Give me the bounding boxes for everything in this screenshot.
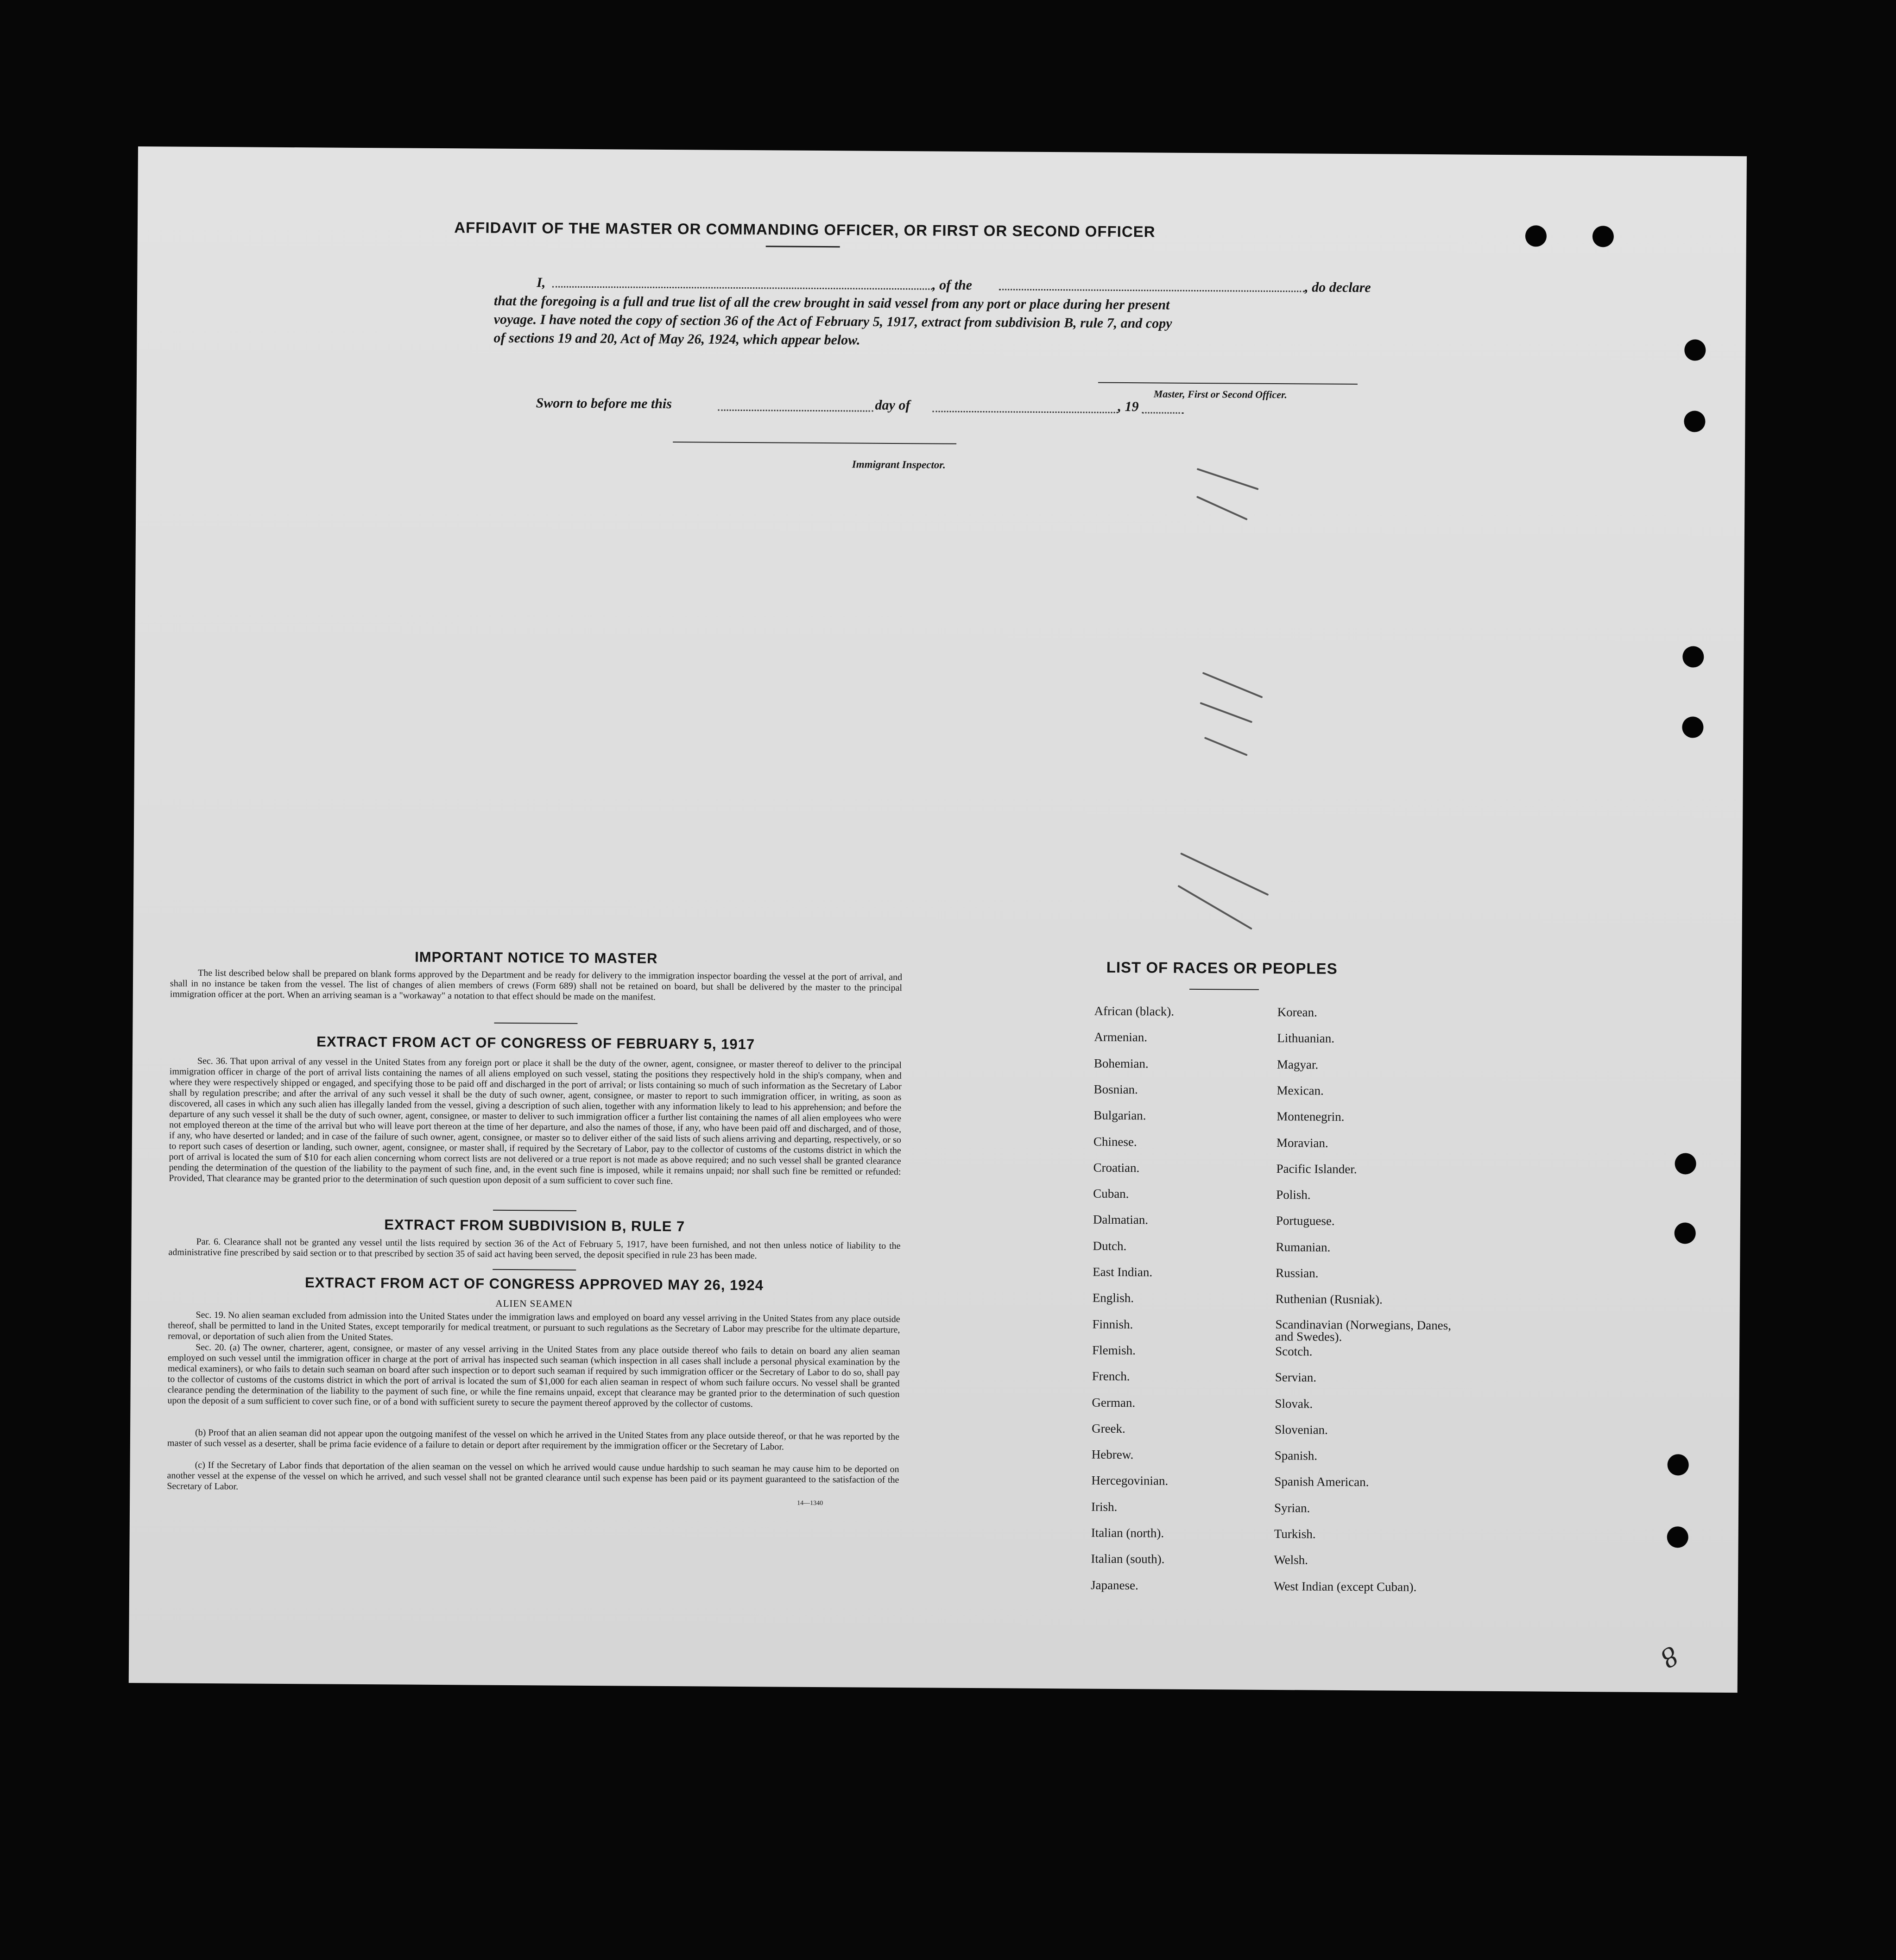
race-item: Chinese. — [1093, 1134, 1137, 1149]
notice-text: The list described below shall be prepared on blank forms approved by the Department and be ready for delivery to the immigration inspector boarding the vessel at the port of arrival, and shall in no instance be taken from the vessel. The list of changes of alien members of crews (Form 689) shall not be retained on board, but shall be delivered by the master to the principal immigration officer at the port. When an arriving seaman is a "workaway" a notation to that effect should be made on the manifest. — [170, 967, 903, 1002]
affidavit-line-4: of sections 19 and 20, Act of May 26, 1924, which appear below. — [493, 330, 860, 348]
race-item: Korean. — [1277, 1005, 1317, 1019]
race-item: Slovak. — [1275, 1396, 1313, 1411]
form-number: 14—1340 — [797, 1499, 823, 1507]
race-item: Russian. — [1276, 1266, 1319, 1280]
race-item: Flemish. — [1092, 1343, 1136, 1358]
year-label: , 19 — [1118, 398, 1139, 415]
affidavit-line-2: that the foregoing is a full and true list of all the crew brought in said vessel from any port or place during her present — [493, 293, 1170, 313]
race-item: African (black). — [1094, 1004, 1175, 1018]
punch-hole — [1667, 1526, 1688, 1548]
race-item: Italian (south). — [1091, 1551, 1165, 1566]
punch-hole — [1682, 716, 1703, 738]
affidavit-line-3: voyage. I have noted the copy of section 36 of the Act of February 5, 1917, extract from subdivision B, rule 7, and copy — [493, 311, 1172, 331]
pencil-mark — [1180, 853, 1269, 896]
pencil-mark — [1204, 737, 1248, 756]
affidavit-of-the: , of the — [932, 277, 973, 293]
sec20b-text: (b) Proof that an alien seaman did not appear upon the outgoing manifest of the vessel on which he arrived in the United States from any place outside thereof, or that he was reported by the master of such vessel as a deserter, shall be prima facie evidence of a failure to detain or deport after requirement by the immigration officer or the Secretary of Labor. — [167, 1427, 900, 1452]
extract-1917-text: Sec. 36. That upon arrival of any vessel in the United States from any foreign port or place it shall be the duty of the owner, agent, consignee, or master thereof to deliver to the principal immigration officer in charge of the port of arrival lists containing the names of all aliens employed on such vessel, stating the positions they respectively hold in the ship's company, when and where they were respectively shipped or engaged, and specifying those to be paid off and discharged in the port of arrival; or lists containing so much of such information as the Secretary of Labor shall by regulation prescribe; and after the arrival of any such vessel it shall be the duty of such owner, agent, consignee, or master to report to such immigration officer, in writing, as soon as discovered, all cases in which any such alien has illegally landed from the vessel, giving a description of such alien, together with any information likely to lead to his apprehension; and before the departure of any such vessel it shall be the duty of such owner, agent, consignee, or master to deliver to such immigration officer a further list containing the names of all alien employees who were not employed thereon at the time of the arrival but who will leave port thereon at the time of her departure, and also the names of those, if any, who have been paid off and discharged, and of those, if any, who have deserted or landed; and in case of the failure of such owner, agent, consignee, or master so to deliver either of the said lists of such aliens arriving and departing, respectively, or so to report such cases of desertion or landing, such owner, agent, consignee, or master shall, if required by the Secretary of Labor, pay to the collector of customs of the customs district in which the port of arrival is located the sum of $10 for each alien concerning whom correct lists are not delivered or a true report is not made as above required; and no such vessel shall be granted clearance pending the determination of the question of the liability to the payment of such fine, and, in the event such fine is imposed, while it remains unpaid; nor shall such fine be remitted or refunded: Provided, That clearance may be granted prior to the determination of such question upon deposit of a sum sufficient to cover such fine. — [169, 1056, 902, 1187]
race-item: German. — [1092, 1395, 1136, 1410]
document-page — [129, 146, 1747, 1693]
punch-hole — [1668, 1454, 1689, 1475]
race-item: Portuguese. — [1276, 1214, 1335, 1228]
race-item: Dutch. — [1093, 1239, 1127, 1253]
punch-hole — [1675, 1153, 1696, 1174]
race-item: Italian (north). — [1091, 1525, 1164, 1540]
rule7-title: EXTRACT FROM SUBDIVISION B, RULE 7 — [384, 1216, 685, 1235]
punch-hole — [1684, 411, 1705, 432]
races-divider — [1189, 989, 1259, 990]
inspector-signature-line[interactable] — [673, 442, 956, 444]
race-item: Welsh. — [1274, 1553, 1308, 1567]
race-item: Moravian. — [1276, 1135, 1328, 1150]
vessel-blank[interactable] — [999, 289, 1305, 292]
race-item: Magyar. — [1277, 1057, 1319, 1072]
race-item: Bulgarian. — [1093, 1108, 1146, 1123]
race-item: Mexican. — [1277, 1083, 1324, 1098]
pencil-mark — [1200, 702, 1252, 723]
extract-1917-title: EXTRACT FROM ACT OF CONGRESS OF FEBRUARY 5, 1917 — [316, 1033, 755, 1053]
race-item: Cuban. — [1093, 1186, 1129, 1201]
rule7-text: Par. 6. Clearance shall not be granted any vessel until the lists required by section 36 of the Act of February 5, 1917, have been furnished, and not then unless notice of liability to the administrative fine prescribed by said section or to that prescribed by section 35 of said act having been served, the deposit specified in rule 23 has been made. — [168, 1236, 901, 1261]
race-item: Polish. — [1276, 1188, 1311, 1202]
sworn-month-blank[interactable] — [933, 411, 1118, 413]
sworn-day-blank[interactable] — [718, 410, 873, 412]
race-item: West Indian (except Cuban). — [1273, 1579, 1417, 1594]
race-item: Lithuanian. — [1277, 1031, 1335, 1046]
race-item: Spanish. — [1274, 1448, 1318, 1463]
sec20a-text: Sec. 20. (a) The owner, charterer, agent, consignee, or master of any vessel arriving in the United States from any place outside thereof who fails to detain on board any alien seaman employed on such vessel until the immigration officer in charge at the port of arrival has inspected such seaman (which inspection in all cases shall include a personal physical examination by the medical examiners), or who fails to detain such seaman on board after such inspection or to deport such seaman if required by such immigration officer or the Secretary of Labor to do so, shall pay to the collector of customs of the customs district in which the port of arrival is located the sum of $1,000 for each alien seaman in respect of whom such failure occurs. No vessel shall be granted clearance pending the determination of the liability to the payment of such fine, or while the fine remains unpaid, except that clearance may be granted prior to the determination of such question upon the deposit of a sum sufficient to cover such fine, or of a bond with sufficient surety to secure the payment thereof approved by the collector of customs. — [167, 1342, 900, 1410]
day-of-label: day of — [875, 397, 910, 413]
races-title: LIST OF RACES OR PEOPLES — [1106, 958, 1338, 977]
race-item: Hebrew. — [1091, 1447, 1134, 1462]
punch-hole — [1682, 646, 1704, 667]
master-signature-line[interactable] — [1098, 382, 1358, 385]
race-item: Turkish. — [1274, 1527, 1316, 1541]
punch-hole — [1593, 226, 1614, 247]
race-item: Ruthenian (Rusniak). — [1275, 1292, 1383, 1307]
race-item: Scotch. — [1275, 1344, 1313, 1359]
affidavit-do-declare: , do declare — [1305, 279, 1371, 296]
title-underline — [766, 246, 840, 247]
race-item: English. — [1092, 1290, 1134, 1305]
alien-seamen-subtitle: ALIEN SEAMEN — [495, 1297, 573, 1309]
divider — [493, 1210, 576, 1211]
pencil-mark — [1177, 885, 1252, 930]
affidavit-title: AFFIDAVIT OF THE MASTER OR COMMANDING OFFICER, OR FIRST OR SECOND OFFICER — [454, 219, 1156, 240]
inspector-signature-caption: Immigrant Inspector. — [852, 458, 946, 471]
race-item: Croatian. — [1093, 1160, 1140, 1175]
race-item: Rumanian. — [1276, 1239, 1331, 1254]
affidavit-i-label: I, — [537, 275, 546, 291]
race-item: Japanese. — [1090, 1578, 1138, 1592]
race-item: Irish. — [1091, 1499, 1118, 1514]
race-item: Spanish American. — [1274, 1474, 1369, 1489]
master-signature-caption: Master, First or Second Officer. — [1153, 388, 1287, 401]
sec19-text: Sec. 19. No alien seaman excluded from admission into the United States under the immigration laws and employed on board any vessel arriving in the United States from any place outside thereof, shall be permitted to land in the United States, except temporarily for medical treatment, or pursuant to such regulations as the Secretary of Labor may prescribe for the ultimate departure, removal, or deportation of such alien from the United States. — [168, 1309, 900, 1343]
divider — [493, 1269, 576, 1271]
race-item: Hercegovinian. — [1091, 1473, 1169, 1488]
race-item: Scandinavian (Norwegians, Danes, and Swedes). — [1275, 1317, 1451, 1344]
punch-hole — [1675, 1222, 1696, 1244]
race-item: Syrian. — [1274, 1500, 1310, 1515]
pencil-mark — [1202, 672, 1263, 698]
race-item: Montenegrin. — [1277, 1109, 1345, 1124]
extract-1924-title: EXTRACT FROM ACT OF CONGRESS APPROVED MAY 26, 1924 — [304, 1274, 764, 1294]
pencil-mark — [1197, 468, 1259, 490]
race-item: Pacific Islander. — [1276, 1161, 1357, 1176]
race-item: Bosnian. — [1093, 1082, 1138, 1097]
race-item: French. — [1092, 1369, 1130, 1384]
race-item: Finnish. — [1092, 1317, 1133, 1331]
race-item: Servian. — [1275, 1370, 1317, 1385]
race-item: East Indian. — [1093, 1265, 1153, 1279]
punch-hole — [1525, 225, 1547, 247]
handwritten-mark: 8 — [1656, 1639, 1684, 1675]
punch-hole — [1684, 339, 1706, 360]
name-blank[interactable] — [552, 286, 932, 290]
race-item: Slovenian. — [1275, 1422, 1328, 1437]
pencil-mark — [1196, 496, 1248, 520]
race-item: Bohemian. — [1093, 1056, 1149, 1070]
divider — [494, 1023, 577, 1024]
sec20c-text: (c) If the Secretary of Labor finds that deportation of the alien seaman on the vessel on which he arrived would cause undue hardship to such seaman he may cause him to be deported on another vessel at the expense of the vessel on which he arrived, and such vessel shall not be granted clearance until such expense has been paid or its payment guaranteed to the satisfaction of the Secretary of Labor. — [167, 1460, 899, 1492]
sworn-year-blank[interactable] — [1142, 412, 1184, 414]
race-item: Dalmatian. — [1093, 1213, 1149, 1227]
race-item: Armenian. — [1094, 1030, 1148, 1044]
race-item: Greek. — [1092, 1421, 1125, 1435]
notice-title: IMPORTANT NOTICE TO MASTER — [415, 948, 658, 967]
sworn-label: Sworn to before me this — [536, 395, 672, 412]
